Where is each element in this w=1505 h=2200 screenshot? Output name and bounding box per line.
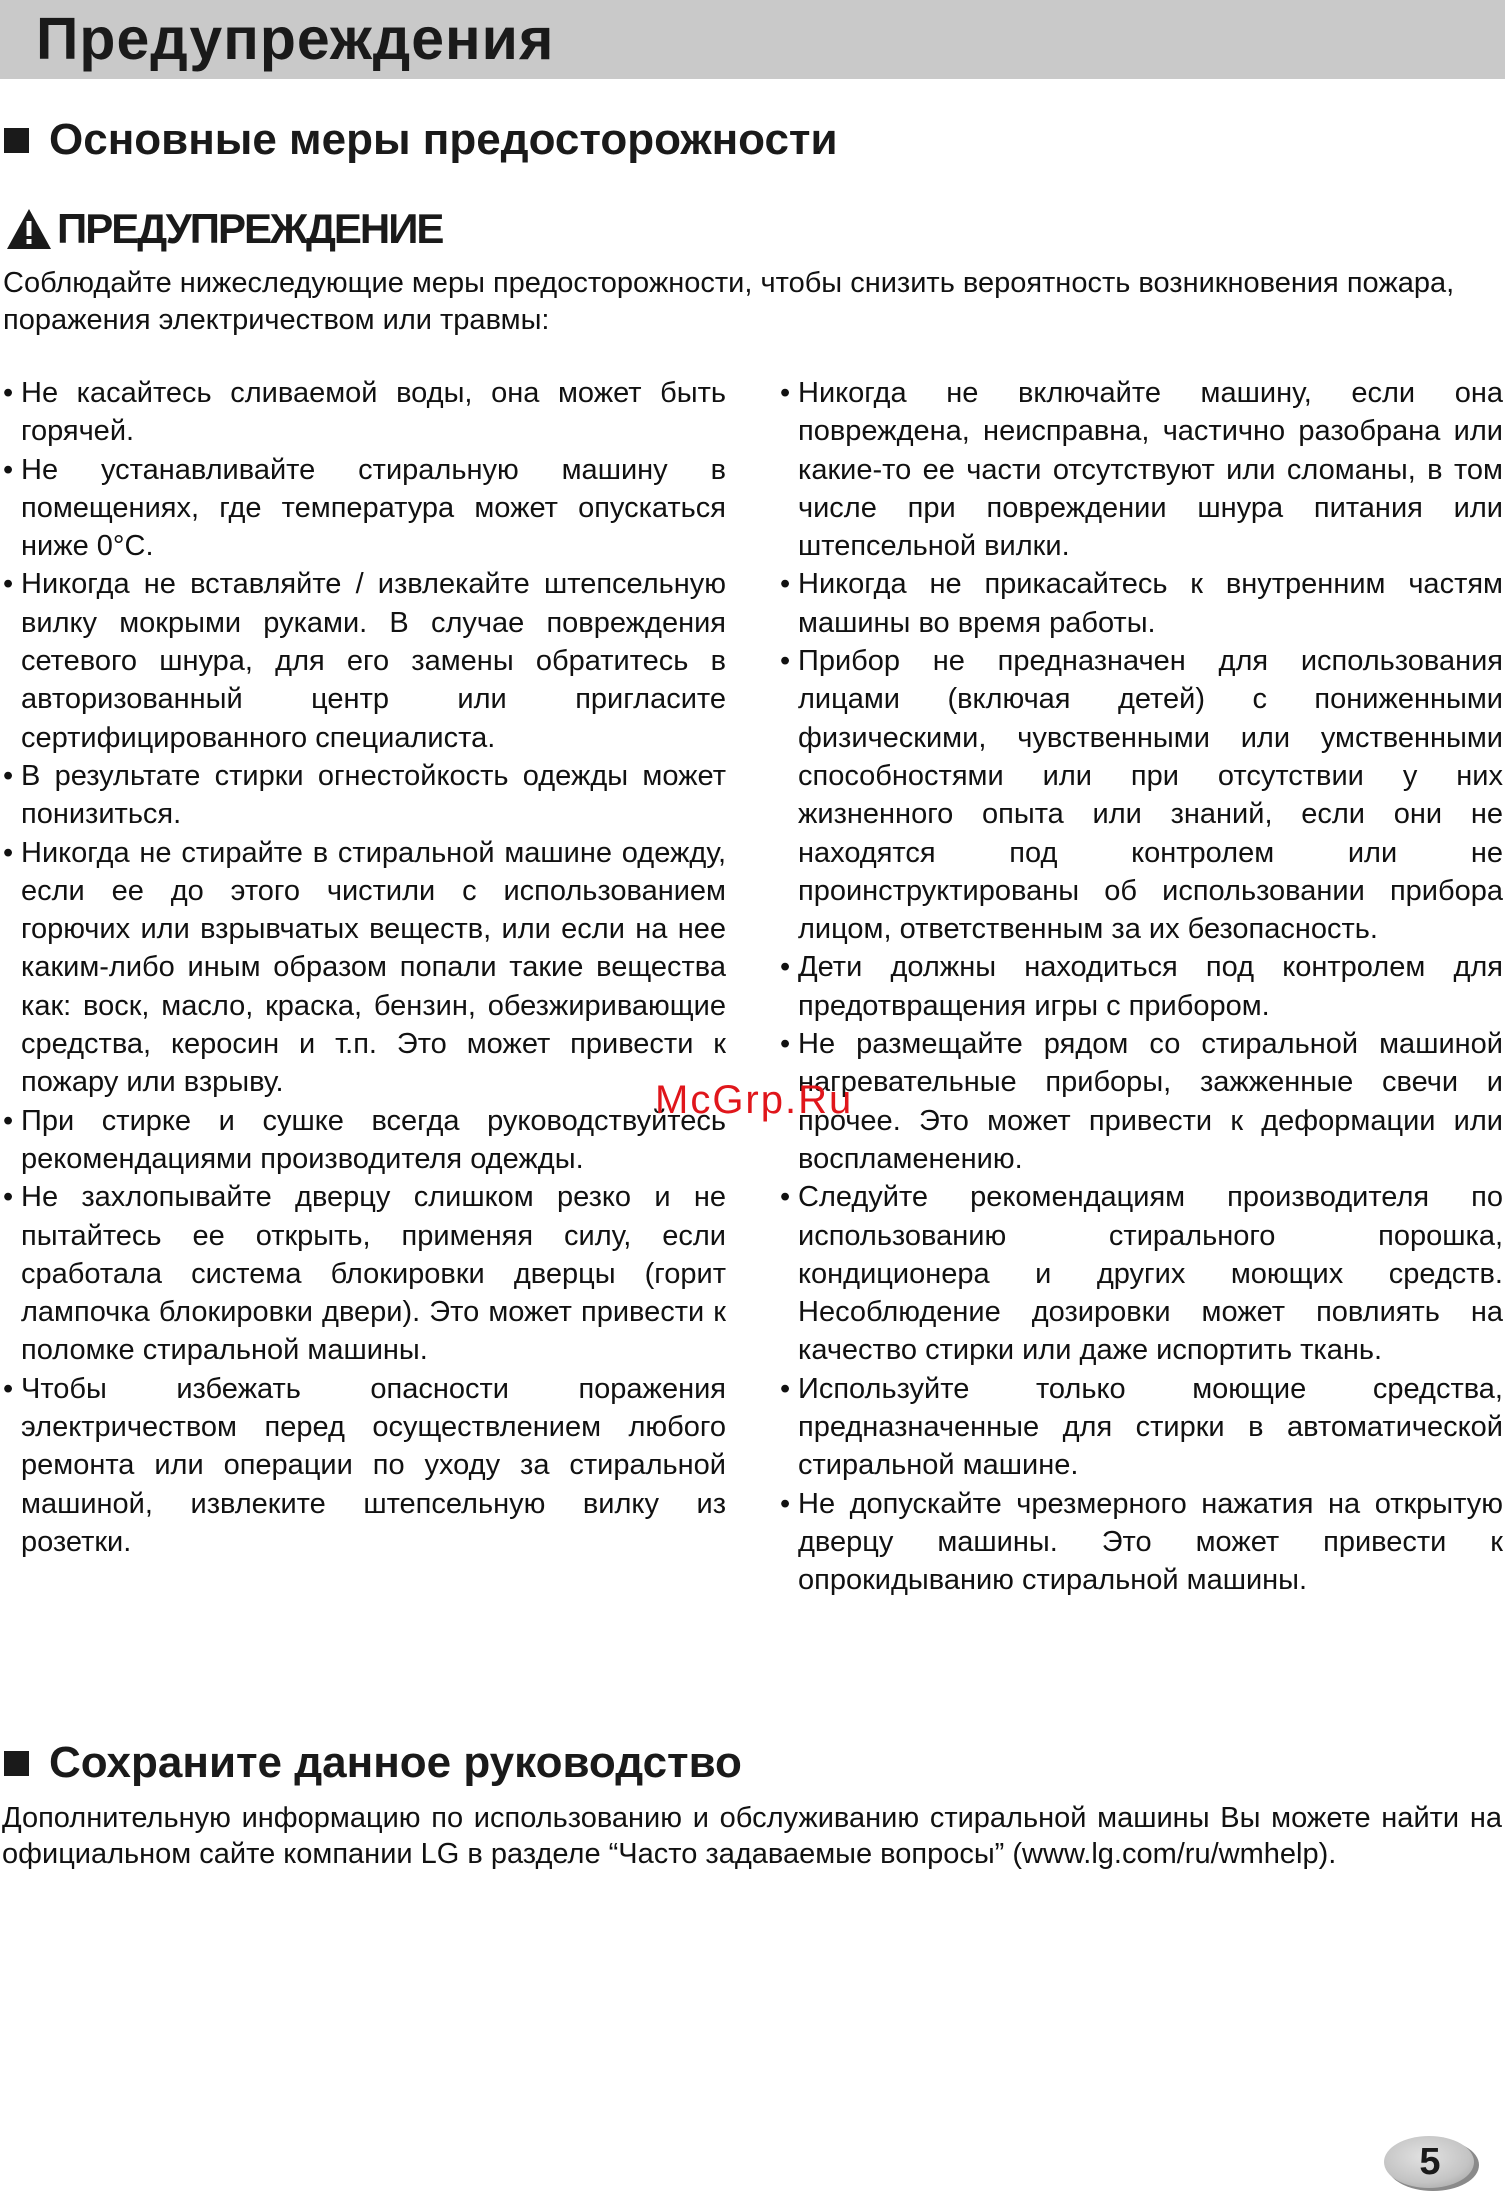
list-item: • Никогда не вставляйте / извлекайте штепсельную вилку мокрыми руками. В случае повреждения сетевого шнура, для его замены обратитесь в авторизованный центр или пригласите сертифицированного специалиста.	[3, 565, 726, 756]
square-bullet-icon	[4, 1751, 29, 1776]
save-manual-text: Дополнительную информацию по использованию и обслуживанию стиральной машины Вы можете найти на официальном сайте компании LG в разделе “Часто задаваемые вопросы” (www.lg.com/ru/wmhelp).	[2, 1802, 1502, 1870]
list-item: • Никогда не включайте машину, если она повреждена, неисправна, частично разобрана или какие-то ее части отсутствуют или сломаны, в том числе при повреждении шнура питания или штепсельной вилки.	[780, 374, 1503, 565]
list-item: • Не касайтесь сливаемой воды, она может быть горячей.	[3, 374, 726, 451]
list-item: • Чтобы избежать опасности поражения электричеством перед осуществлением любого ремонта или операции по уходу за стиральной машиной, извлеките штепсельную вилку из розетки.	[3, 1370, 726, 1561]
precautions-list-left	[3, 374, 726, 1561]
list-item: • Не допускайте чрезмерного нажатия на открытую дверцу машины. Это может привести к опрокидыванию стиральной машины.	[780, 1485, 1503, 1600]
watermark: McGrp.Ru	[655, 1078, 854, 1122]
square-bullet-icon	[4, 128, 29, 153]
page-title: Предупреждения	[36, 6, 555, 72]
warning-intro-text: Соблюдайте нижеследующие меры предосторожности, чтобы снизить вероятность возникновения пожара, поражения электричеством или травмы:	[3, 267, 1455, 336]
page-number: 5	[1419, 2141, 1441, 2183]
list-item: • При стирке и сушке всегда руководствуйтесь рекомендациями производителя одежды.	[3, 1102, 726, 1179]
warning-title: ПРЕДУПРЕЖДЕНИЕ	[57, 205, 443, 252]
section-heading-precautions	[0, 112, 838, 168]
section-title-precautions: Основные меры предосторожности	[49, 115, 838, 164]
list-item: • Никогда не прикасайтесь к внутренним частям машины во время работы.	[780, 565, 1503, 642]
list-item: • Не устанавливайте стиральную машину в помещениях, где температура может опускаться ниже 0°C.	[3, 451, 726, 566]
section-heading-save	[0, 1735, 742, 1791]
list-item: • Следуйте рекомендациям производителя по использованию стирального порошка, кондиционера и других моющих средств. Несоблюдение дозировки может повлиять на качество стирки или даже испортить ткань.	[780, 1178, 1503, 1369]
warning-triangle-icon	[5, 207, 53, 251]
list-item: • Не захлопывайте дверцу слишком резко и не пытайтесь ее открыть, применяя силу, если сработала система блокировки дверцы (горит лампочка блокировки двери). Это может привести к поломке стиральной машины.	[3, 1178, 726, 1369]
list-item: • Дети должны находиться под контролем для предотвращения игры с прибором.	[780, 948, 1503, 1025]
list-item: • Прибор не предназначен для использования лицами (включая детей) с пониженными физическими, чувственными или умственными способностями или при отсутствии у них жизненного опыта или знаний, если они не находятся под контролем или не проинструктированы об использовании прибора лицом, ответственным за их безопасность.	[780, 642, 1503, 948]
list-item: • Используйте только моющие средства, предназначенные для стирки в автоматической стиральной машине.	[780, 1370, 1503, 1485]
list-item: • В результате стирки огнестойкость одежды может понизиться.	[3, 757, 726, 834]
warning-heading	[5, 201, 442, 257]
list-item: • Никогда не стирайте в стиральной машине одежду, если ее до этого чистили с использованием горючих или взрывчатых веществ, или если на нее каким-либо иным образом попали такие вещества как: воск, масло, краска, бензин, обезжиривающие средства, керосин и т.п. Это может привести к пожару или взрыву.	[3, 834, 726, 1102]
section-title-save: Сохраните данное руководство	[49, 1738, 742, 1787]
precautions-list-right	[780, 374, 1503, 1600]
list-item: • Не размещайте рядом со стиральной машиной нагревательные приборы, зажженные свечи и прочее. Это может привести к деформации или воспламенению.	[780, 1025, 1503, 1178]
